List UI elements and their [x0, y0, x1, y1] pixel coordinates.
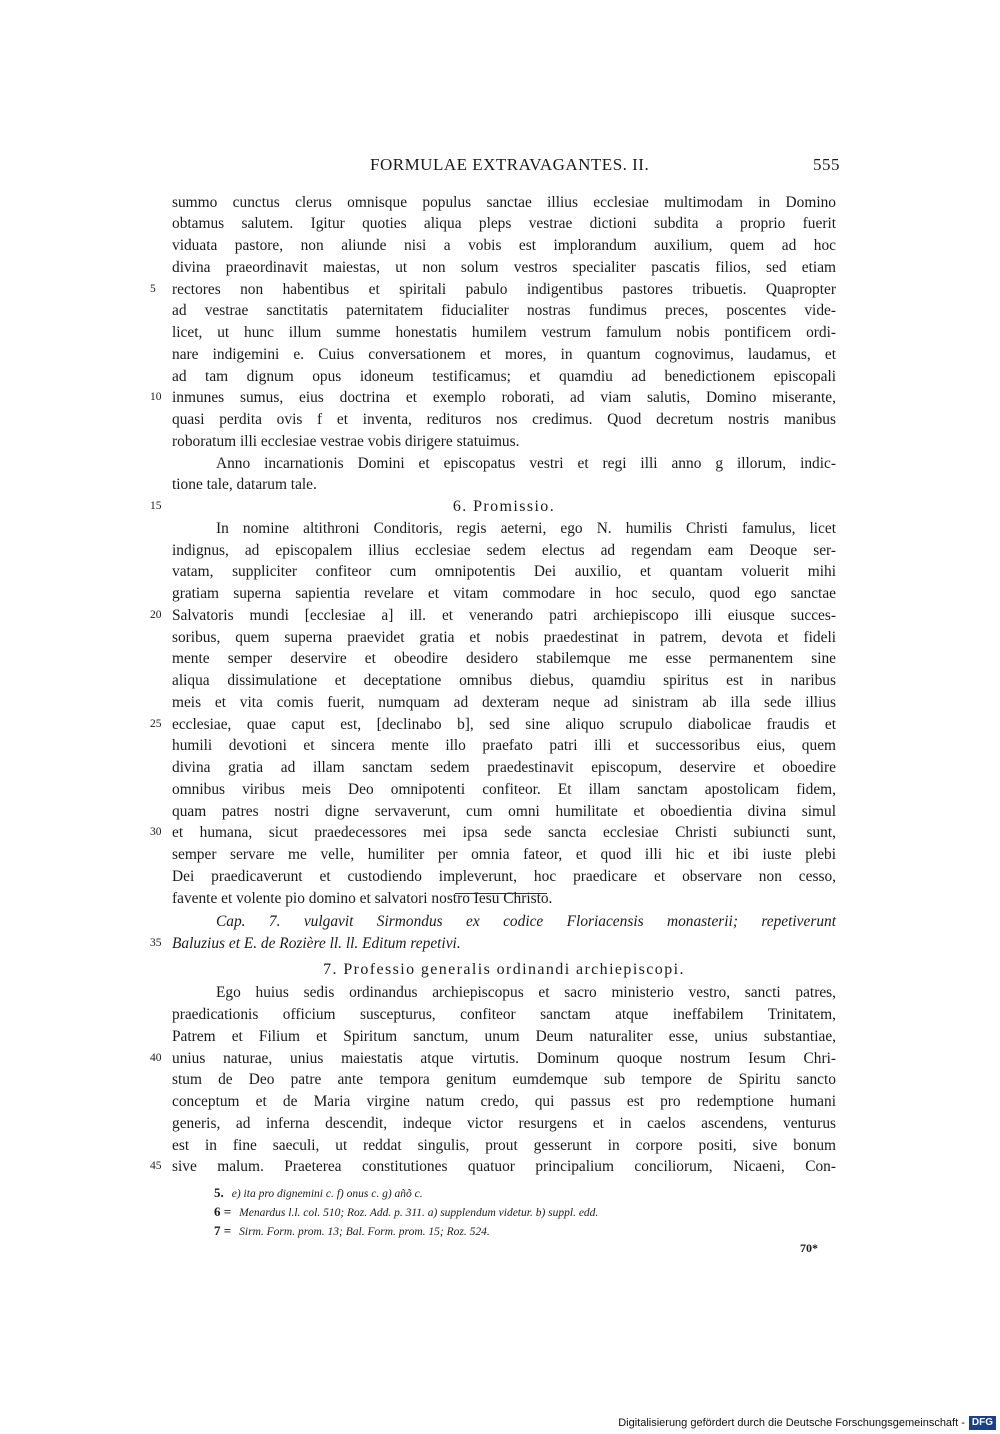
text-line: summo cunctus clerus omnisque populus sanctae illius ecclesiae multimodam in Domino	[172, 194, 836, 211]
text-line: conceptum et de Maria virgine natum credo, qui passus est pro redemptione humani	[172, 1093, 836, 1110]
footnote	[214, 1184, 423, 1203]
text-line: mente semper deservire et obeodire desidero stabilemque me esse permanentem sine	[172, 650, 836, 667]
footer-text: Digitalisierung gefördert durch die Deutsche Forschungsgemeinschaft -	[618, 1417, 965, 1429]
line-number: 10	[150, 391, 162, 403]
footnote-text: e) ita pro dignemini c. f) onus c. g) añõ c.	[231, 1188, 423, 1200]
line-number: 20	[150, 609, 162, 621]
printer-signature: 70*	[800, 1241, 818, 1255]
line-number: 30	[150, 826, 162, 838]
text-line: In nomine altithroni Conditoris, regis aeterni, ego N. humilis Christi famulus, licet	[216, 520, 836, 537]
line-number: 25	[150, 718, 162, 730]
text-line: vatam, suppliciter confiteor cum omnipotentis Dei auxilio, et quantam voluerit mihi	[172, 563, 836, 580]
text-line: stum de Deo patre ante tempora genitum eumdemque sub tempore de Spiritu sancto	[172, 1071, 836, 1088]
text-line: obtamus salutem. Igitur quoties aliqua pleps vestrae dictioni subdita a proprio fuerit	[172, 215, 836, 232]
dfg-logo-icon: DFG	[969, 1416, 996, 1430]
text-line: Ego huius sedis ordinandus archiepiscopus et sacro ministerio vestro, sancti patres,	[216, 984, 836, 1001]
text-line: ecclesiae, quae caput est, [declinabo b], sed sine aliquo scrupulo diabolicae fraudis et	[172, 716, 836, 733]
footnote-mark: 6 =	[214, 1204, 232, 1219]
text-line: divina praeordinavit maiestas, ut non solum vestros specialiter pascatis filios, sed etiam	[172, 259, 836, 276]
text-line: aliqua dissimulatione et deceptatione omnibus diebus, quamdiu spiritus est in naribus	[172, 672, 836, 689]
text-line: unius naturae, unius maiestatis atque virtutis. Dominum quoque nostrum Iesum Chri-	[172, 1050, 836, 1067]
line-number: 40	[150, 1052, 162, 1064]
line-number: 15	[150, 500, 162, 512]
text-line: inmunes sumus, eius doctrina et exemplo roborati, ad viam salutis, Domino miserante,	[172, 389, 836, 406]
text-line: rectores non habentibus et spiritali pabulo indigentibus pastores tribuetis. Quapropter	[172, 281, 836, 298]
page-number: 555	[813, 155, 840, 174]
text-line: licet, ut hunc illum summe honestatis humilem vestrum famulum nobis pontificem ordi-	[172, 324, 836, 341]
running-header	[170, 155, 840, 179]
text-line: indignus, ad episcopalem illius ecclesiae sedem electus ad regendam eam Deoque ser-	[172, 542, 836, 559]
line-number: 5	[150, 283, 156, 295]
text-line: Dei praedicaverunt et custodiendo impleverunt, hoc praedicare et observare non cesso,	[172, 868, 836, 885]
text-line: tione tale, datarum tale.	[172, 476, 317, 493]
text-line: semper servare me velle, humiliter per omnia fateor, et quod illi hic et ibi iuste plebi	[172, 846, 836, 863]
line-number: 45	[150, 1160, 162, 1172]
text-line: Patrem et Filium et Spiritum sanctum, unum Deum naturaliter esse, unius substantiae,	[172, 1028, 836, 1045]
line-number: 35	[150, 937, 162, 949]
text-line: praedicationis officium suscepturus, confiteor sanctam atque ineffabilem Trinitatem,	[172, 1006, 836, 1023]
text-line: est in fine saeculi, ut reddat singulis, prout gesserunt in corpore positi, sive bonum	[172, 1137, 836, 1154]
text-line: generis, ad inferna descendit, indeque victor resurgens et in caelos ascendens, venturus	[172, 1115, 836, 1132]
text-line: quasi perdita ovis f et inventa, redituros nos credimus. Quod decretum nostris manibus	[172, 411, 836, 428]
text-line: soribus, quem superna praevidet gratia et nobis praedestinat in patrem, devota et fideli	[172, 629, 836, 646]
text-line: nare indigemini e. Cuius conversationem et mores, in quantum cognovimus, laudamus, et	[172, 346, 836, 363]
text-line: Salvatoris mundi [ecclesiae a] ill. et venerando patri archiepiscopo illi eiusque succes-	[172, 607, 836, 624]
section-divider	[455, 893, 547, 894]
text-line: humili devotioni et sincera mente illo praefato patri illi et successoribus eius, quem	[172, 737, 836, 754]
text-line: gratiam superna sapientia revelare et vitam commodare in hoc seculo, quod ego sanctae	[172, 585, 836, 602]
footnote-mark: 7 =	[214, 1223, 232, 1238]
text-line: viduata pastore, non aliunde nisi a vobis est implorandum auxilium, quem ad hoc	[172, 237, 836, 254]
footnote	[214, 1222, 490, 1241]
text-line: roboratum illi ecclesiae vestrae vobis dirigere statuimus.	[172, 433, 520, 450]
text-line: sive malum. Praeterea constitutiones quatuor principalium conciliorum, Nicaeni, Con-	[172, 1158, 836, 1175]
text-line: Cap. 7. vulgavit Sirmondus ex codice Floriacensis monasterii; repetiverunt	[216, 913, 836, 930]
text-line: meis et vita comis fuerit, numquam ad dexteram neque ad sinistram ab illa sede illius	[172, 694, 836, 711]
digitization-footer	[618, 1414, 996, 1432]
heading-promissio: 6. Promissio.	[452, 498, 556, 515]
footnote-mark: 5.	[214, 1185, 224, 1200]
text-line: quam patres nostri digne servaverunt, cum omni humilitate et oboedientia divina simul	[172, 803, 836, 820]
heading-professio: 7. Professio generalis ordinandi archiepiscopi.	[323, 961, 685, 978]
running-title: FORMULAE EXTRAVAGANTES. II.	[370, 155, 650, 174]
text-line: favente et volente pio domino et salvatori nostro Iesu Christo.	[172, 890, 553, 907]
text-line: omnibus viribus meis Deo omnipotenti confiteor. Et illam sanctam apostolicam fidem,	[172, 781, 836, 798]
text-line: Anno incarnationis Domini et episcopatus vestri et regi illi anno g illorum, indic-	[216, 455, 836, 472]
footnote-text: Menardus l.l. col. 510; Roz. Add. p. 311. a) supplendum videtur. b) suppl. edd.	[239, 1207, 599, 1219]
text-line: ad vestrae sanctitatis paternitatem fiducialiter nostras fundimus preces, poscentes vide-	[172, 302, 836, 319]
text-line: ad tam dignum opus idoneum testificamus; et quamdiu ad benedictionem episcopali	[172, 368, 836, 385]
text-line: et humana, sicut praedecessores mei ipsa sede sancta ecclesiae Christi subiuncti sunt,	[172, 824, 836, 841]
footnote-text: Sirm. Form. prom. 13; Bal. Form. prom. 15; Roz. 524.	[239, 1226, 490, 1238]
footnote	[214, 1203, 598, 1222]
text-line: Baluzius et E. de Rozière ll. ll. Editum repetivi.	[172, 935, 461, 952]
text-line: divina gratia ad illam sanctam sedem praedestinavit episcopum, deservire et oboedire	[172, 759, 836, 776]
